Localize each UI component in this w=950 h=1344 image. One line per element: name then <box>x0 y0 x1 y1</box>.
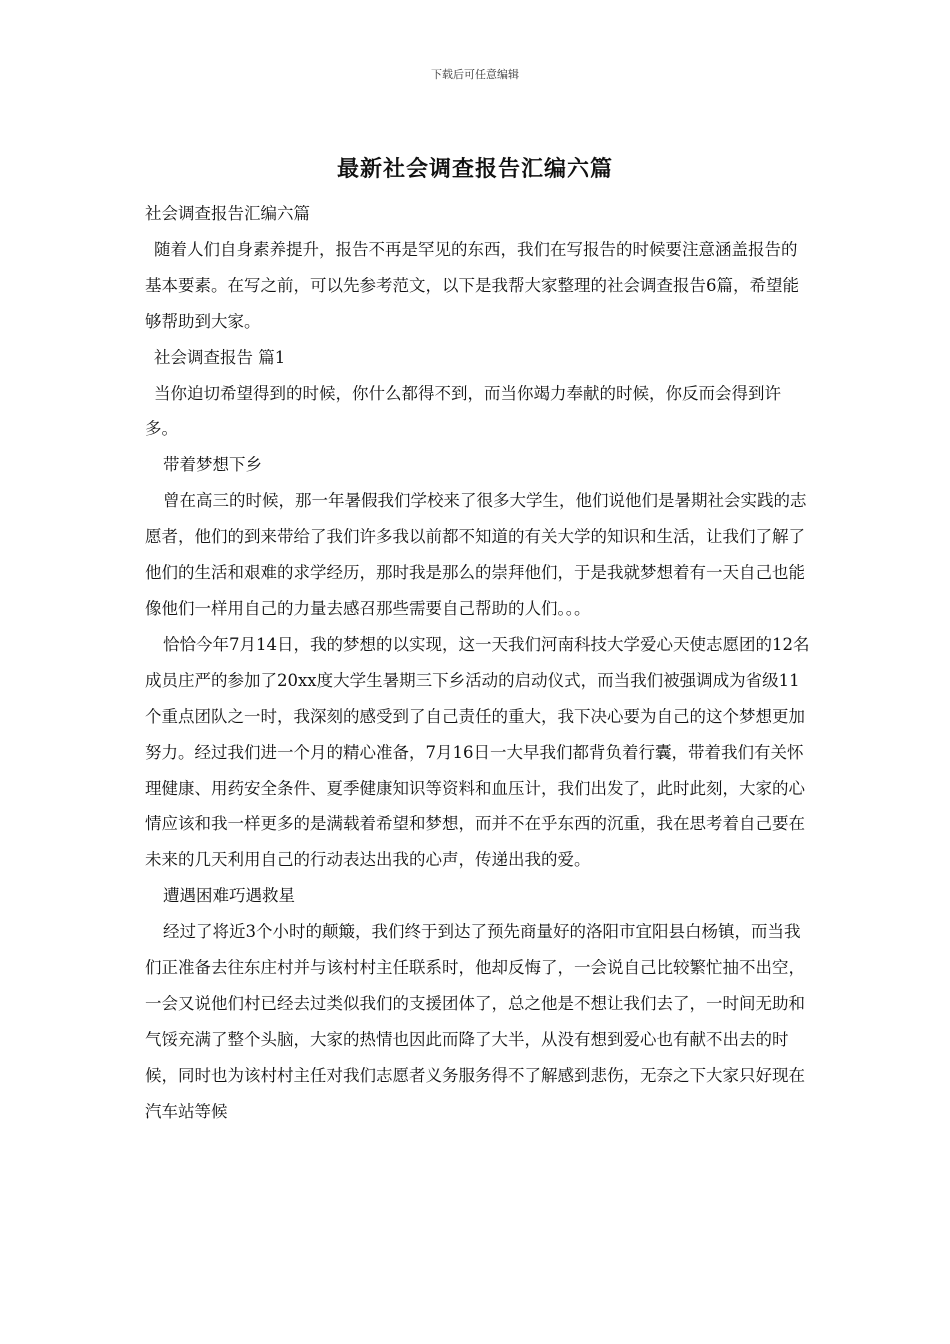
subtitle-line: 社会调查报告汇编六篇 <box>145 204 310 223</box>
body-paragraph: 当你迫切希望得到的时候，你什么都得不到，而当你竭力奉献的时候，你反而会得到许多。 <box>145 383 781 439</box>
body-paragraph: 经过了将近3个小时的颠簸，我们终于到达了预先商量好的洛阳市宜阳县白杨镇，而当我们正准备去往东庄村并与该村村主任联系时，他却反悔了，一会说自己比较繁忙抽不出空，一会又说他们村已经去过类似我们的支援团体了，总之他是不想让我们去了，一时间无助和气馁充满了整个头脑，大家的热情也因此而降了大半，从没有想到爱心也有献不出去的时候，同时也为该村村主任对我们志愿者义务服务得不了解感到悲伤，无奈之下大家只好现在汽车站等候 <box>145 922 805 1121</box>
document-body <box>145 196 813 1130</box>
page-header-note: 下载后可任意编辑 <box>431 68 519 81</box>
body-paragraph: 恰恰今年7月14日，我的梦想的以实现，这一天我们河南科技大学爱心天使志愿团的12名成员庄严的参加了20xx度大学生暑期三下乡活动的启动仪式，而当我们被强调成为省级11个重点团队之一时，我深刻的感受到了自己责任的重大，我下决心要为自己的这个梦想更加努力。经过我们进一个月的精心准备，7月16日一大早我们都背负着行囊，带着我们有关怀理健康、用药安全条件、夏季健康知识等资料和血压计，我们出发了，此时此刻，大家的心情应该和我一样更多的是满载着希望和梦想，而并不在乎东西的沉重，我在思考着自己要在未来的几天利用自己的行动表达出我的心声，传递出我的爱。 <box>145 634 810 870</box>
subheading-dream: 带着梦想下乡 <box>163 455 262 475</box>
document-title: 最新社会调查报告汇编六篇 <box>336 156 613 182</box>
body-paragraph: 曾在高三的时候，那一年暑假我们学校来了很多大学生，他们说他们是暑期社会实践的志愿者，他们的到来带给了我们许多我以前都不知道的有关大学的知识和生活，让我们了解了他们的生活和艰难的求学经历，那时我是那么的崇拜他们，于是我就梦想着有一天自己也能像他们一样用自己的力量去感召那些需要自己帮助的人们。。。 <box>145 491 807 618</box>
section-heading-1: 社会调查报告 篇1 <box>154 347 286 367</box>
intro-paragraph: 随着人们自身素养提升，报告不再是罕见的东西，我们在写报告的时候要注意涵盖报告的基本要素。在写之前，可以先参考范文，以下是我帮大家整理的社会调查报告6篇，希望能够帮助到大家。 <box>145 239 799 331</box>
subheading-difficulty: 遭遇困难巧遇救星 <box>163 886 295 906</box>
